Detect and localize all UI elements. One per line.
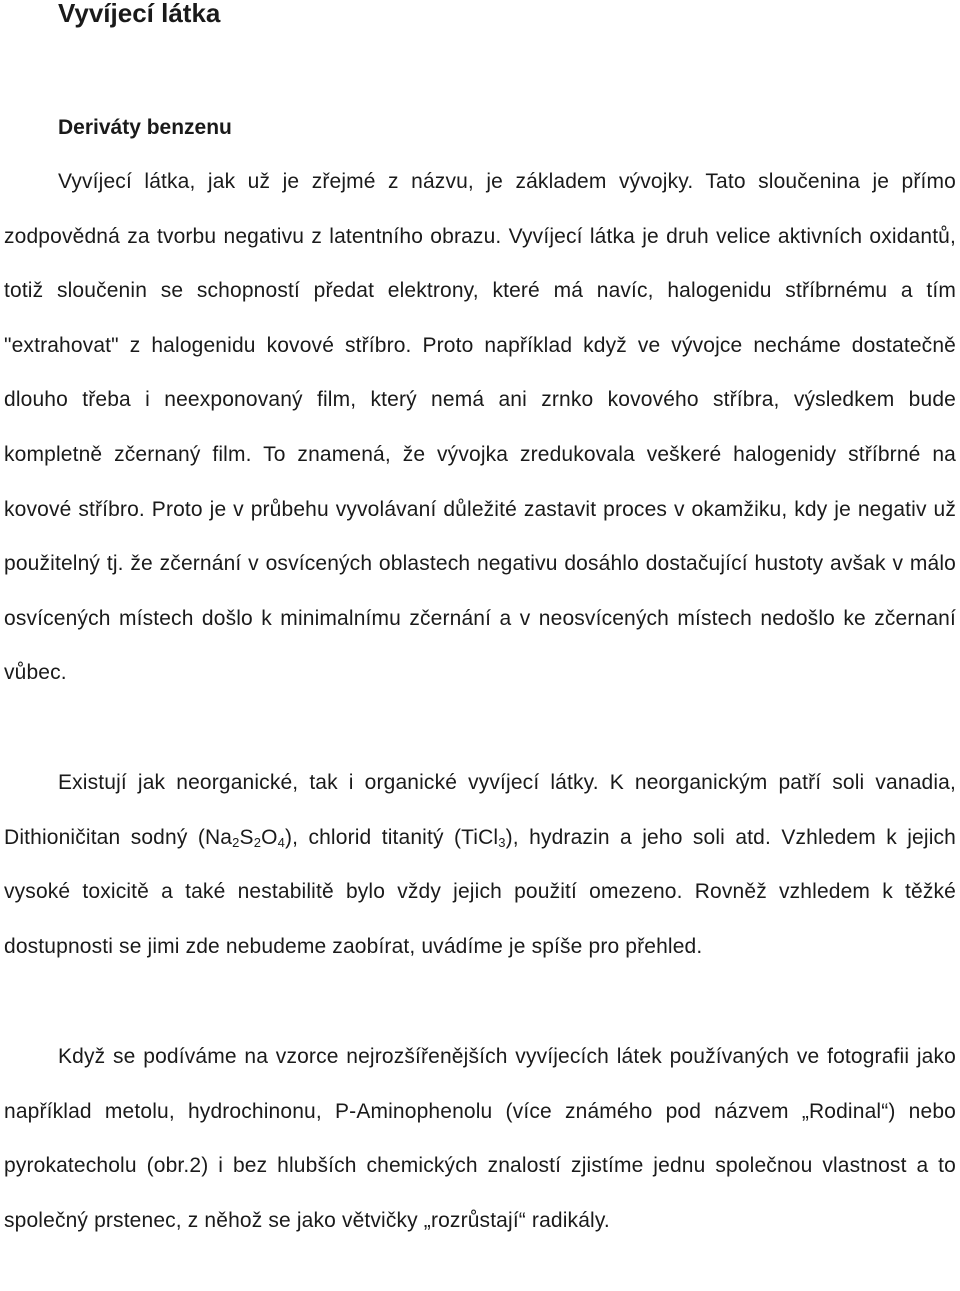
paragraph-3: Když se podíváme na vzorce nejrozšířenějších vyvíjecích látek používaných ve fotografii jako například metolu, hydrochinonu, P-Aminophenolu (více známého pod názvem „Rodinal“) nebo pyrokatecholu (obr.2) i bez hlubších chemických znalostí zjistíme jednu společnou vlastnost a to společný prstenec, z něhož se jako větvičky „rozrůstají“ radikály. [4,1045,956,1232]
section-heading: Deriváty benzenu [58,116,232,139]
paragraph-2-text-3: O [261,825,278,849]
paragraph-2 [4,756,956,974]
subscript-3: 3 [498,834,506,850]
paragraph-2-text-1: Existují jak neorganické, tak i organické vyvíjecí látky. K neorganickým patří soli vanadia, Dithioničitan sodný (Na [4,771,956,849]
document-page [4,0,956,1232]
subscript-4: 4 [277,834,285,850]
document-title: Vyvíjecí látka [58,0,221,28]
subscript-2b: 2 [253,834,262,850]
paragraph-2-text-4: ), chlorid titanitý (TiCl [284,825,499,849]
subscript-2a: 2 [232,834,240,850]
paragraph-2-text-5: ), hydrazin a jeho soli atd. Vzhledem k jejich vysoké toxicitě a také nestabilitě bylo vždy jejich použití omezeno. Rovněž vzhledem k těžké dostupnosti se jimi zde nebudeme zaobírat, uvádíme je spíše pro přehled. [4,825,956,958]
paragraph-1: Vyvíjecí látka, jak už je zřejmé z názvu, je základem vývojky. Tato sloučenina je přímo zodpovědná za tvorbu negativu z latentního obrazu. Vyvíjecí látka je druh velice aktivních oxidantů, totiž sloučenin se schopností předat elektrony, které má navíc, halogenidu stříbrnému a tím "extrahovat" z halogenidu kovové stříbro. Proto například když ve vývojce necháme dostatečně dlouho třeba i neexponovaný film, který nemá ani zrnko kovového stříbra, výsledkem bude kompletně zčernaný film. To znamená, že vývojka zredukovala veškeré halogenidy stříbrné na kovové stříbro. Proto je v průbehu vyvolávaní důležité zastavit proces v okamžiku, kdy je negativ už použitelný tj. že zčernání v osvícených oblastech negativu dosáhlo dostačující hustoty avšak v málo osvícených místech došlo k minimalnímu zčernání a v neosvícených místech nedošlo ke zčernaní vůbec. [4,170,956,685]
paragraph-2-text-2: S [239,825,254,849]
